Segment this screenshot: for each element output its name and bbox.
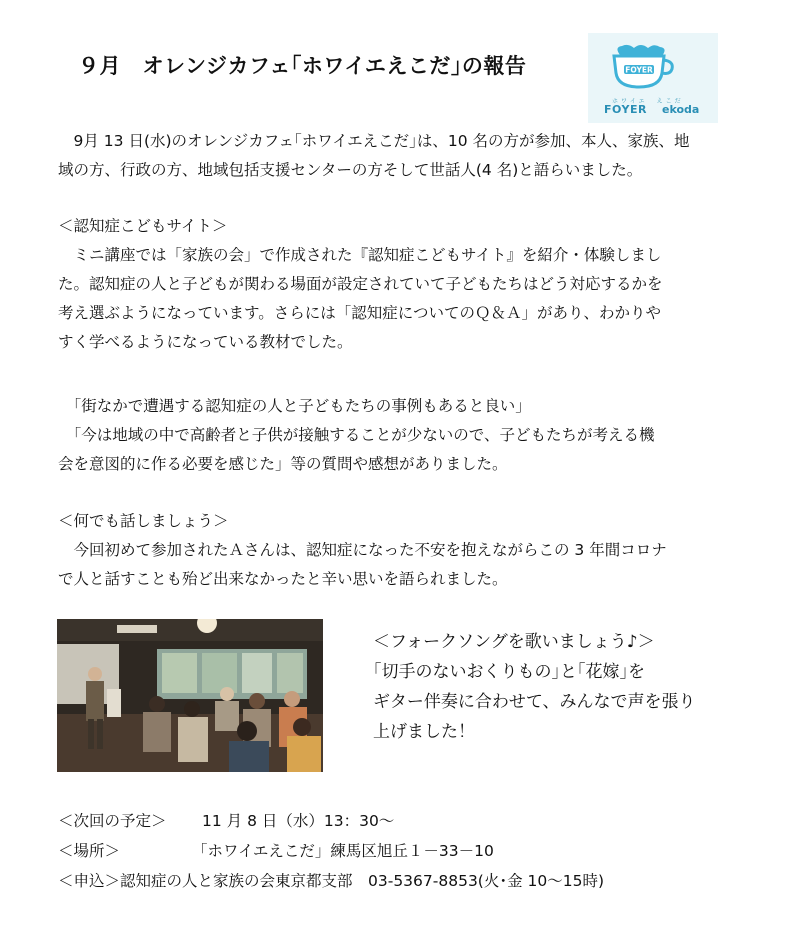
song-line: ギター伴奏に合わせて、みんなで声を張り [373,692,696,712]
paragraph-line: 今回初めて参加されたＡさんは、認知症になった不安を抱えながらこの 3 年間コロナ [58,541,667,559]
paragraph-line: た。認知症の人と子どもが関わる場面が設定されていて子どもたちはどう対応するかを [58,275,663,293]
paragraph-line: で人と話すことも殆ど出来なかったと辛い思いを語られました。 [58,570,508,588]
paragraph-line: 「今は地域の中で高齢者と子供が接触することが少ないので、子どもたちが考える機 [58,426,655,444]
song-heading: ＜フォークソングを歌いましょう♪＞ [373,632,655,652]
logo-name-ekoda: ekoda [662,103,700,116]
intro-paragraph [58,127,770,185]
paragraph-line: 考え選ぶようになっています。さらには「認知症についてのＱ＆Ａ」があり、わかりや [58,304,661,322]
page-title: ９月 オレンジカフェ｢ホワイエえこだ｣の報告 [78,54,527,78]
place-row [58,836,604,866]
paragraph-line: ミニ講座では「家族の会」で作成された『認知症こどもサイト』を紹介・体験しまし [58,246,662,264]
section-heading: ＜何でも話しましょう＞ [58,512,229,530]
song-line: ｢切手のないおくりもの｣と｢花嫁｣を [373,662,645,682]
logo-name-foyer: FOYER [604,103,647,116]
next-schedule-label: ＜次回の予定＞ [58,812,167,830]
cafe-scene-illustration [57,619,323,772]
logo-kana: ホワイエ えこだ [612,98,684,105]
section-comments [58,392,770,479]
section-kodomo-site [58,212,770,357]
section-heading: ＜認知症こどもサイト＞ [58,217,228,235]
footer-info [58,806,604,896]
cafe-event-photo [57,619,323,772]
next-schedule-row [58,806,604,836]
apply-text: ＜申込＞認知症の人と家族の会東京都支部 03-5367-8853(火･金 10～15時) [58,872,605,890]
foyer-ekoda-logo [588,33,718,123]
intro-line: 9月 13 日(水)のオレンジカフェ｢ホワイエえこだ｣は、10 名の方が参加、本人、家族、地 [58,132,690,150]
intro-line: 域の方、行政の方、地域包括支援センターの方そして世話人(4 名)と語らいました。 [58,161,643,179]
place-label: ＜場所＞ [58,842,121,860]
section-free-talk [58,507,770,594]
apply-row [58,866,604,896]
paragraph-line: 「街なかで遭遇する認知症の人と子どもたちの事例もあると良い」 [58,397,531,415]
paragraph-line: 会を意図的に作る必要を感じた」等の質問や感想がありました。 [58,455,508,473]
folk-song-section [373,627,696,747]
next-schedule-value: 11 月 8 日（水）13：30～ [202,812,395,830]
logo-cup-text: FOYER [625,65,653,75]
paragraph-line: すく学べるようになっている教材でした。 [58,333,353,351]
coffee-cup-icon [606,43,676,91]
place-value: 「ホワイエえこだ」練馬区旭丘１－33－10 [192,842,494,860]
song-line: 上げました！ [373,722,475,742]
